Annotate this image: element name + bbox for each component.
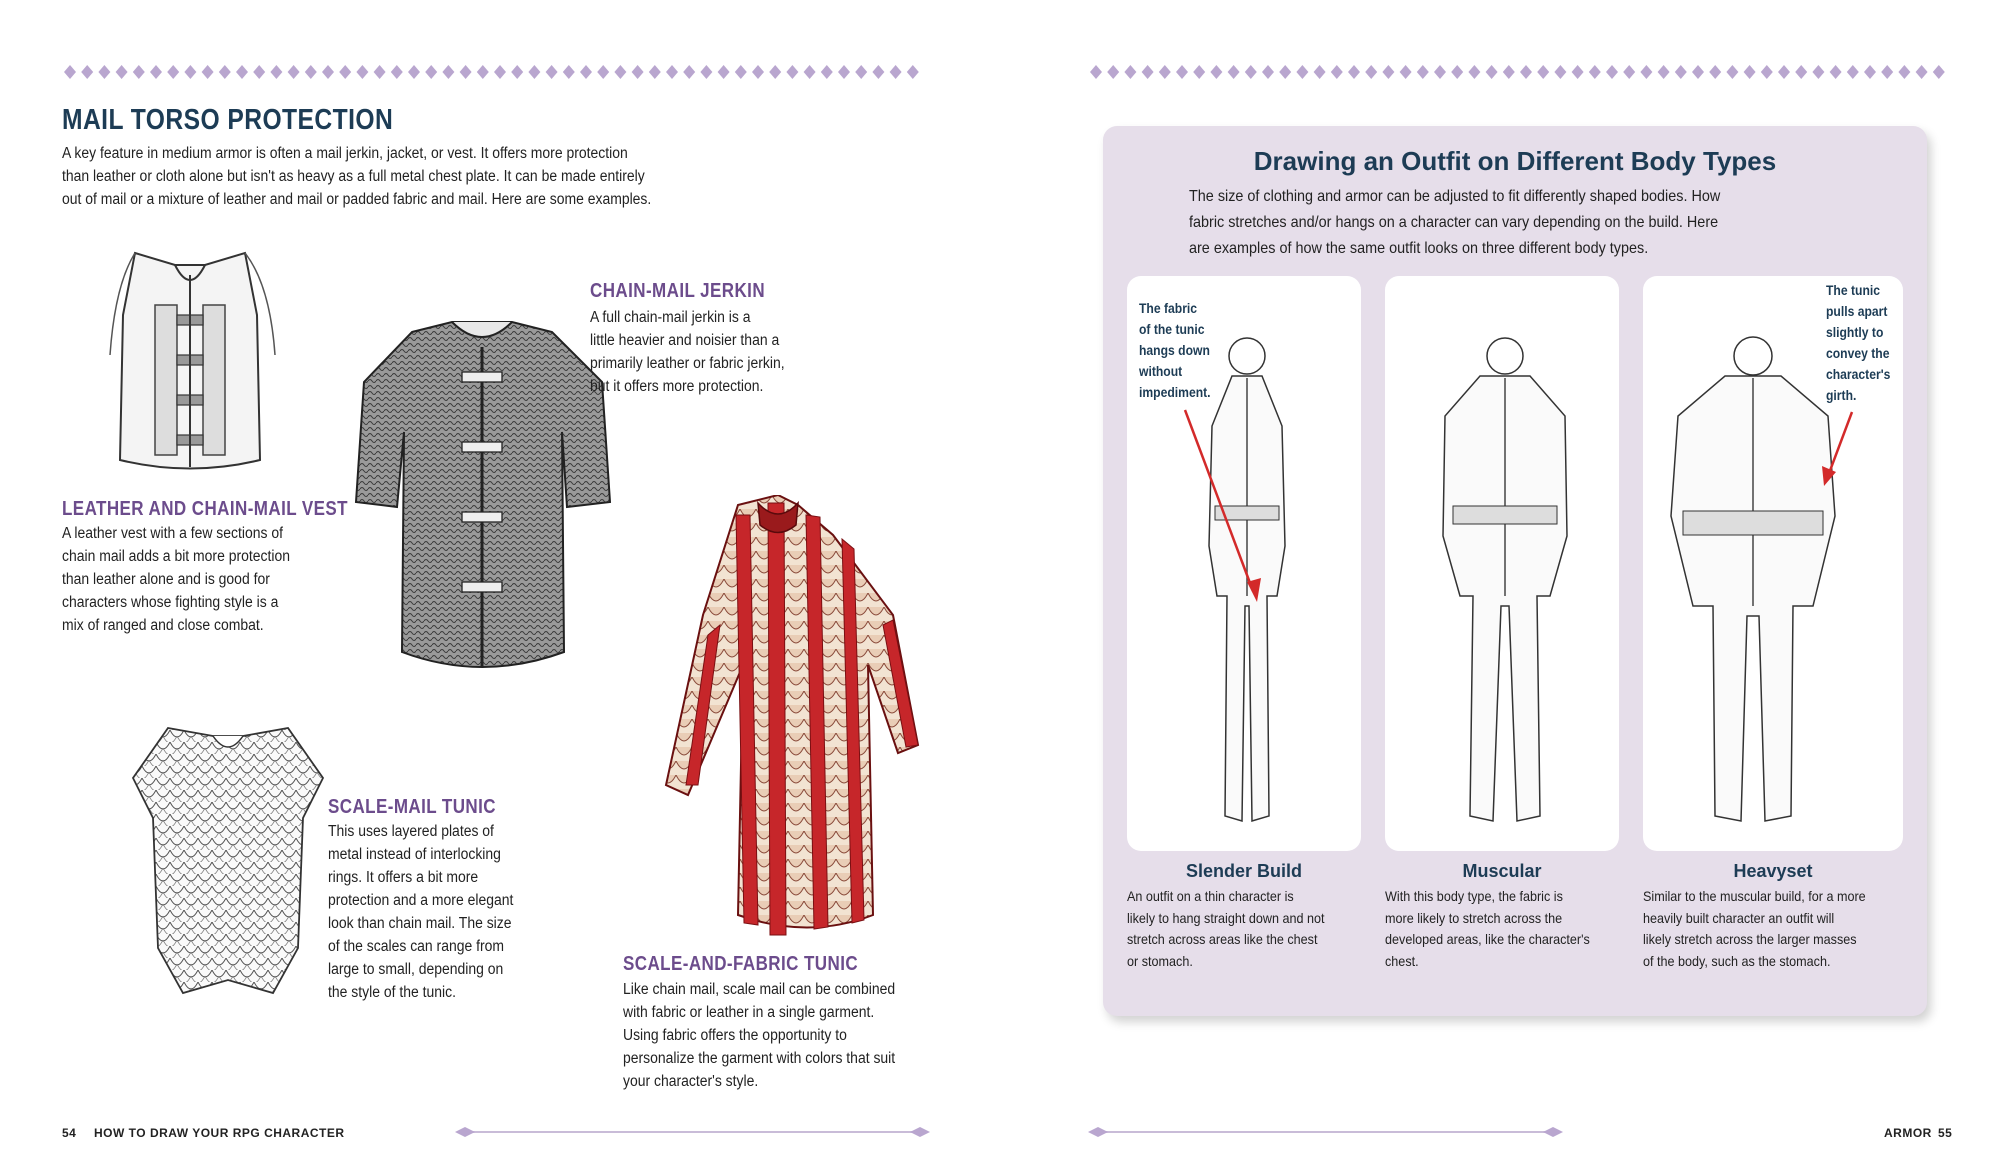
divider-diamond <box>1451 65 1463 79</box>
heavyset-title: Heavyset <box>1733 861 1813 881</box>
divider-diamond <box>219 65 231 79</box>
heavyset-callout: The tunic pulls apart slightly to convey the character's girth. <box>1826 283 1891 403</box>
divider-diamond <box>1142 65 1154 79</box>
divider-diamond <box>1245 65 1257 79</box>
scale-tunic-description: This uses layered plates of metal instead of interlocking rings. It offers a bit more protection and a more elegant look than chain mail. The size of the scales can range from large to small, depending on the style of the tunic. <box>328 823 514 1001</box>
divider-diamond <box>1589 65 1601 79</box>
divider-diamond <box>1881 65 1893 79</box>
chain-mail-jerkin-illustration <box>352 312 614 684</box>
divider-diamond <box>1658 65 1670 79</box>
vest-title: LEATHER AND CHAIN-MAIL VEST <box>62 498 348 520</box>
scale-mail-tunic-illustration <box>128 718 328 1000</box>
divider-diamond <box>477 65 489 79</box>
heavyset-arrow-icon <box>1818 408 1858 488</box>
left-page-number: 54 <box>62 1126 77 1140</box>
divider-diamond <box>167 65 179 79</box>
divider-diamond <box>1692 65 1704 79</box>
top-divider-right <box>1088 62 1958 82</box>
muscular-card <box>1385 276 1619 851</box>
divider-diamond <box>632 65 644 79</box>
divider-diamond <box>1486 65 1498 79</box>
divider-diamond <box>1400 65 1412 79</box>
muscular-title: Muscular <box>1462 861 1542 881</box>
divider-diamond <box>253 65 265 79</box>
divider-diamond <box>855 65 867 79</box>
divider-diamond <box>356 65 368 79</box>
divider-diamond <box>1778 65 1790 79</box>
divider-diamond <box>1847 65 1859 79</box>
divider-diamond <box>1210 65 1222 79</box>
divider-diamond <box>907 65 919 79</box>
divider-diamond <box>683 65 695 79</box>
divider-diamond <box>786 65 798 79</box>
divider-diamond <box>1916 65 1928 79</box>
slender-build-card <box>1127 276 1361 851</box>
right-running-head: ARMOR <box>1884 1126 1932 1140</box>
vest-description: A leather vest with a few sections of chain mail adds a bit more protection than leather alone and is good for characters whose fighting style is a mix of ranged and close combat. <box>62 525 290 634</box>
divider-diamond <box>1314 65 1326 79</box>
divider-diamond <box>1795 65 1807 79</box>
right-page-number: 55 <box>1938 1126 1953 1140</box>
divider-diamond <box>563 65 575 79</box>
divider-diamond <box>1830 65 1842 79</box>
divider-diamond <box>1365 65 1377 79</box>
divider-diamond <box>339 65 351 79</box>
divider-diamond <box>700 65 712 79</box>
page-title: MAIL TORSO PROTECTION <box>62 104 394 136</box>
intro-paragraph: A key feature in medium armor is often a mail jerkin, jacket, or vest. It offers more protection than leather or cloth alone but isn't as heavy as a full metal chest plate. It can be made entirely out of mail or a mixture of leather and mail or padded fabric and mail. Here are some examples. <box>62 145 652 208</box>
divider-diamond <box>116 65 128 79</box>
body-types-panel <box>1103 126 1927 1016</box>
divider-diamond <box>528 65 540 79</box>
divider-diamond <box>821 65 833 79</box>
divider-diamond <box>391 65 403 79</box>
divider-diamond <box>236 65 248 79</box>
divider-diamond <box>1382 65 1394 79</box>
scale-and-fabric-tunic-illustration <box>628 495 928 940</box>
divider-diamond <box>374 65 386 79</box>
muscular-figure-illustration <box>1425 316 1585 836</box>
panel-title: Drawing an Outfit on Different Body Types <box>1253 146 1777 176</box>
divider-diamond <box>1331 65 1343 79</box>
divider-diamond <box>1296 65 1308 79</box>
divider-diamond <box>752 65 764 79</box>
jerkin-title: CHAIN-MAIL JERKIN <box>590 280 766 302</box>
divider-diamond <box>718 65 730 79</box>
divider-diamond <box>890 65 902 79</box>
divider-diamond <box>1623 65 1635 79</box>
bottom-ornament-right <box>1088 1124 1563 1140</box>
divider-diamond <box>1520 65 1532 79</box>
divider-diamond <box>442 65 454 79</box>
divider-diamond <box>494 65 506 79</box>
divider-diamond <box>1176 65 1188 79</box>
divider-diamond <box>1193 65 1205 79</box>
slender-build-title: Slender Build <box>1185 861 1302 881</box>
divider-diamond <box>1228 65 1240 79</box>
heavyset-text: Similar to the muscular build, for a more heavily built character an outfit will likely stretch across the larger masses of the body, such as the stomach. <box>1643 888 1866 969</box>
panel-intro: The size of clothing and armor can be adjusted to fit differently shaped bodies. How fabric stretches and/or hangs on a character can vary depending on the build. Here are examples of how the same outfit looks on three different body types. <box>1189 188 1721 257</box>
divider-diamond <box>1675 65 1687 79</box>
divider-diamond <box>64 65 76 79</box>
divider-diamond <box>1468 65 1480 79</box>
leather-chain-mail-vest-illustration <box>85 245 295 490</box>
divider-diamond <box>184 65 196 79</box>
divider-diamond <box>1090 65 1102 79</box>
divider-diamond <box>872 65 884 79</box>
divider-diamond <box>1262 65 1274 79</box>
slender-arrow-icon <box>1177 406 1267 606</box>
divider-diamond <box>614 65 626 79</box>
divider-diamond <box>305 65 317 79</box>
divider-diamond <box>460 65 472 79</box>
heavyset-card <box>1643 276 1903 851</box>
divider-diamond <box>597 65 609 79</box>
scale-fabric-title: SCALE-AND-FABRIC TUNIC <box>623 953 859 975</box>
divider-diamond <box>1348 65 1360 79</box>
slender-build-text: An outfit on a thin character is likely to hang straight down and not stretch across areas like the chest or stomach. <box>1127 888 1325 969</box>
divider-diamond <box>202 65 214 79</box>
divider-diamond <box>1606 65 1618 79</box>
divider-diamond <box>546 65 558 79</box>
divider-diamond <box>98 65 110 79</box>
divider-diamond <box>1640 65 1652 79</box>
jerkin-description: A full chain-mail jerkin is a little heavier and noisier than a primarily leather or fabric jerkin, but it offers more protection. <box>590 309 785 395</box>
divider-diamond <box>1159 65 1171 79</box>
divider-diamond <box>1554 65 1566 79</box>
scale-tunic-title: SCALE-MAIL TUNIC <box>328 796 496 818</box>
divider-diamond <box>270 65 282 79</box>
divider-diamond <box>1107 65 1119 79</box>
divider-diamond <box>1434 65 1446 79</box>
divider-diamond <box>133 65 145 79</box>
divider-diamond <box>425 65 437 79</box>
divider-diamond <box>1933 65 1945 79</box>
divider-diamond <box>838 65 850 79</box>
divider-diamond <box>288 65 300 79</box>
divider-diamond <box>1417 65 1429 79</box>
top-divider-left <box>62 62 932 82</box>
divider-diamond <box>1279 65 1291 79</box>
divider-diamond <box>1812 65 1824 79</box>
divider-diamond <box>1898 65 1910 79</box>
divider-diamond <box>511 65 523 79</box>
slender-callout: The fabric of the tunic hangs down without impediment. <box>1139 301 1211 400</box>
bottom-ornament-left <box>455 1124 930 1140</box>
divider-diamond <box>150 65 162 79</box>
divider-diamond <box>769 65 781 79</box>
divider-diamond <box>735 65 747 79</box>
divider-diamond <box>666 65 678 79</box>
divider-diamond <box>408 65 420 79</box>
left-running-head: HOW TO DRAW YOUR RPG CHARACTER <box>94 1126 345 1140</box>
divider-diamond <box>1124 65 1136 79</box>
scale-fabric-description: Like chain mail, scale mail can be combined with fabric or leather in a single garment. Using fabric offers the opportunity to personalize the garment with colors that suit your character's style. <box>623 981 896 1090</box>
divider-diamond <box>1726 65 1738 79</box>
divider-diamond <box>322 65 334 79</box>
divider-diamond <box>1709 65 1721 79</box>
divider-diamond <box>81 65 93 79</box>
muscular-text: With this body type, the fabric is more likely to stretch across the developed areas, like the character's chest. <box>1385 888 1590 969</box>
divider-diamond <box>1503 65 1515 79</box>
divider-diamond <box>1744 65 1756 79</box>
divider-diamond <box>1572 65 1584 79</box>
divider-diamond <box>1537 65 1549 79</box>
divider-diamond <box>1761 65 1773 79</box>
divider-diamond <box>580 65 592 79</box>
divider-diamond <box>804 65 816 79</box>
divider-diamond <box>649 65 661 79</box>
divider-diamond <box>1864 65 1876 79</box>
